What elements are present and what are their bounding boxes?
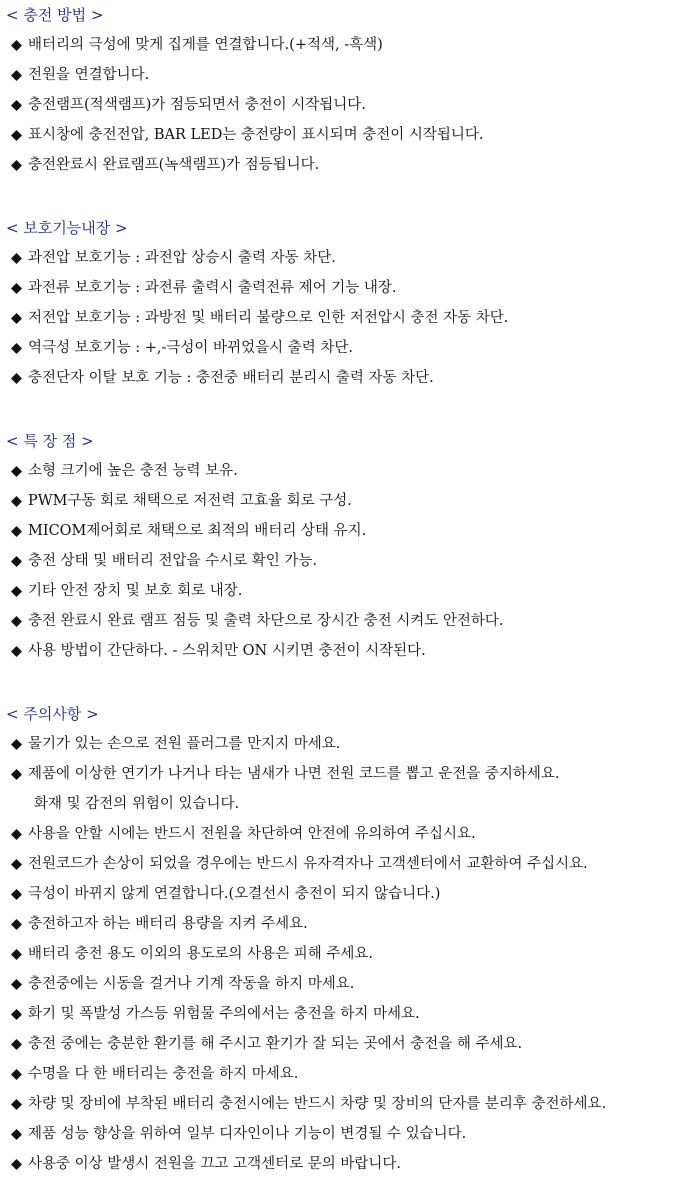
list-item <box>0 90 700 120</box>
diamond-bullet-icon <box>9 546 23 576</box>
list-item <box>0 120 700 150</box>
diamond-bullet-icon <box>9 759 23 789</box>
list-item <box>0 636 700 666</box>
list-item-text: 제품에 이상한 연기가 나거나 타는 냄새가 나면 전원 코드를 뽑고 운전을 중지하세요. <box>28 766 560 782</box>
list-item-text: 충전 상태 및 배터리 전압을 수시로 확인 가능. <box>28 553 317 569</box>
list-item-text: 수명을 다 한 배터리는 충전을 하지 마세요. <box>28 1066 299 1082</box>
list-item-text: 충전 중에는 충분한 환기를 해 주시고 환기가 잘 되는 곳에서 충전을 해 주세요. <box>28 1036 523 1052</box>
list-item-text: 사용중 이상 발생시 전원을 끄고 고객센터로 문의 바랍니다. <box>28 1156 402 1172</box>
list-item-text: 충전하고자 하는 배터리 용량을 지켜 주세요. <box>28 916 308 932</box>
list-item-text: 사용을 안할 시에는 반드시 전원을 차단하여 안전에 유의하여 주십시요. <box>28 826 476 842</box>
list-item <box>0 849 700 879</box>
diamond-bullet-icon <box>9 456 23 486</box>
diamond-bullet-icon <box>9 1089 23 1119</box>
diamond-bullet-icon <box>9 303 23 333</box>
list-item-text: 저전압 보호기능 : 과방전 및 배터리 불량으로 인한 저전압시 충전 자동 차단. <box>28 310 509 326</box>
list-item <box>0 879 700 909</box>
diamond-bullet-icon <box>9 516 23 546</box>
list-item-text: 충전중에는 시동을 걸거나 기계 작동을 하지 마세요. <box>28 976 355 992</box>
diamond-bullet-icon <box>9 60 23 90</box>
diamond-bullet-icon <box>9 486 23 516</box>
list-item <box>0 759 700 789</box>
list-item <box>0 30 700 60</box>
list-item <box>0 1119 700 1149</box>
diamond-bullet-icon <box>9 243 23 273</box>
section-spacer <box>0 666 700 699</box>
list-item-text: 충전단자 이탈 보호 기능 : 충전중 배터리 분리시 출력 자동 차단. <box>28 370 434 386</box>
diamond-bullet-icon <box>9 939 23 969</box>
diamond-bullet-icon <box>9 909 23 939</box>
list-item <box>0 303 700 333</box>
section-protection-features <box>0 213 700 393</box>
list-item-text: 충전 완료시 완료 램프 점등 및 출력 차단으로 장시간 충전 시켜도 안전하다. <box>28 613 504 629</box>
list-item <box>0 243 700 273</box>
diamond-bullet-icon <box>9 729 23 759</box>
list-item <box>0 150 700 180</box>
list-item-text: 기타 안전 장치 및 보호 회로 내장. <box>28 583 243 599</box>
section-heading: < 보호기능내장 > <box>6 219 128 237</box>
section-precautions <box>0 699 700 1179</box>
list-item-text: MICOM제어회로 채택으로 최적의 배터리 상태 유지. <box>28 523 367 539</box>
list-item-text: 역극성 보호기능 : +,-극성이 바뀌었을시 출력 차단. <box>28 340 353 356</box>
list-item-text: 소형 크기에 높은 충전 능력 보유. <box>28 463 238 479</box>
section-heading: < 특 장 점 > <box>6 432 94 450</box>
section-spacer <box>0 180 700 213</box>
list-item-text: 극성이 바뀌지 않게 연결합니다.(오결선시 충전이 되지 않습니다.) <box>28 886 441 902</box>
list-item-text: PWM구동 회로 채택으로 저전력 고효율 회로 구성. <box>28 493 352 509</box>
list-item <box>0 363 700 393</box>
list-item-text: 배터리의 극성에 맞게 집게를 연결합니다.(+적색, -흑색) <box>28 37 383 53</box>
list-item <box>0 1089 700 1119</box>
list-item-text: 충전램프(적색램프)가 점등되면서 충전이 시작됩니다. <box>28 97 366 113</box>
list-item <box>0 939 700 969</box>
list-item-text: 사용 방법이 간단하다. - 스위치만 ON 시키면 충전이 시작된다. <box>28 643 426 659</box>
section-spacer <box>0 393 700 426</box>
diamond-bullet-icon <box>9 1119 23 1149</box>
list-item <box>0 576 700 606</box>
diamond-bullet-icon <box>9 1059 23 1089</box>
diamond-bullet-icon <box>9 606 23 636</box>
diamond-bullet-icon <box>9 999 23 1029</box>
diamond-bullet-icon <box>9 849 23 879</box>
diamond-bullet-icon <box>9 333 23 363</box>
list-item <box>0 1029 700 1059</box>
list-item <box>0 273 700 303</box>
list-item-text: 배터리 충전 용도 이외의 용도로의 사용은 피해 주세요. <box>28 946 374 962</box>
list-item-text: 화기 및 폭발성 가스등 위험물 주의에서는 충전을 하지 마세요. <box>28 1006 420 1022</box>
list-item-text: 과전압 보호기능 : 과전압 상승시 출력 자동 차단. <box>28 250 336 266</box>
diamond-bullet-icon <box>9 1149 23 1179</box>
diamond-bullet-icon <box>9 819 23 849</box>
list-item <box>0 1059 700 1089</box>
diamond-bullet-icon <box>9 969 23 999</box>
list-item <box>0 909 700 939</box>
diamond-bullet-icon <box>9 90 23 120</box>
list-item <box>0 333 700 363</box>
list-item <box>0 1149 700 1179</box>
diamond-bullet-icon <box>9 150 23 180</box>
list-item <box>0 606 700 636</box>
list-item <box>0 969 700 999</box>
list-item <box>0 60 700 90</box>
list-item <box>0 516 700 546</box>
list-item-text: 과전류 보호기능 : 과전류 출력시 출력전류 제어 기능 내장. <box>28 280 397 296</box>
list-item-text: 전원을 연결합니다. <box>28 67 150 83</box>
list-item-text: 충전완료시 완료램프(녹색램프)가 점등됩니다. <box>28 157 320 173</box>
diamond-bullet-icon <box>9 30 23 60</box>
list-item-text: 전원코드가 손상이 되었을 경우에는 반드시 유자격자나 고객센터에서 교환하여 주십시요. <box>28 856 588 872</box>
list-item <box>0 546 700 576</box>
list-item <box>0 819 700 849</box>
diamond-bullet-icon <box>9 636 23 666</box>
diamond-bullet-icon <box>9 879 23 909</box>
list-item <box>0 486 700 516</box>
list-item-text: 차량 및 장비에 부착된 배터리 충전시에는 반드시 차량 및 장비의 단자를 분리후 충전하세요. <box>28 1096 607 1112</box>
list-item <box>0 729 700 759</box>
section-features <box>0 426 700 666</box>
diamond-bullet-icon <box>9 120 23 150</box>
diamond-bullet-icon <box>9 363 23 393</box>
list-item <box>0 999 700 1029</box>
diamond-bullet-icon <box>9 576 23 606</box>
list-item-text: 표시창에 충전전압, BAR LED는 충전량이 표시되며 충전이 시작됩니다. <box>28 127 484 143</box>
list-item-text: 물기가 있는 손으로 전원 플러그를 만지지 마세요. <box>28 736 341 752</box>
list-item-text: 화재 및 감전의 위험이 있습니다. <box>34 796 240 812</box>
diamond-bullet-icon <box>9 1029 23 1059</box>
section-heading: < 주의사항 > <box>6 705 99 723</box>
list-item-text: 제품 성능 향상을 위하여 일부 디자인이나 기능이 변경될 수 있습니다. <box>28 1126 467 1142</box>
section-charging-method <box>0 0 700 180</box>
list-item <box>0 456 700 486</box>
diamond-bullet-icon <box>9 273 23 303</box>
section-heading: < 충전 방법 > <box>6 6 104 24</box>
list-item-continuation <box>0 789 700 819</box>
